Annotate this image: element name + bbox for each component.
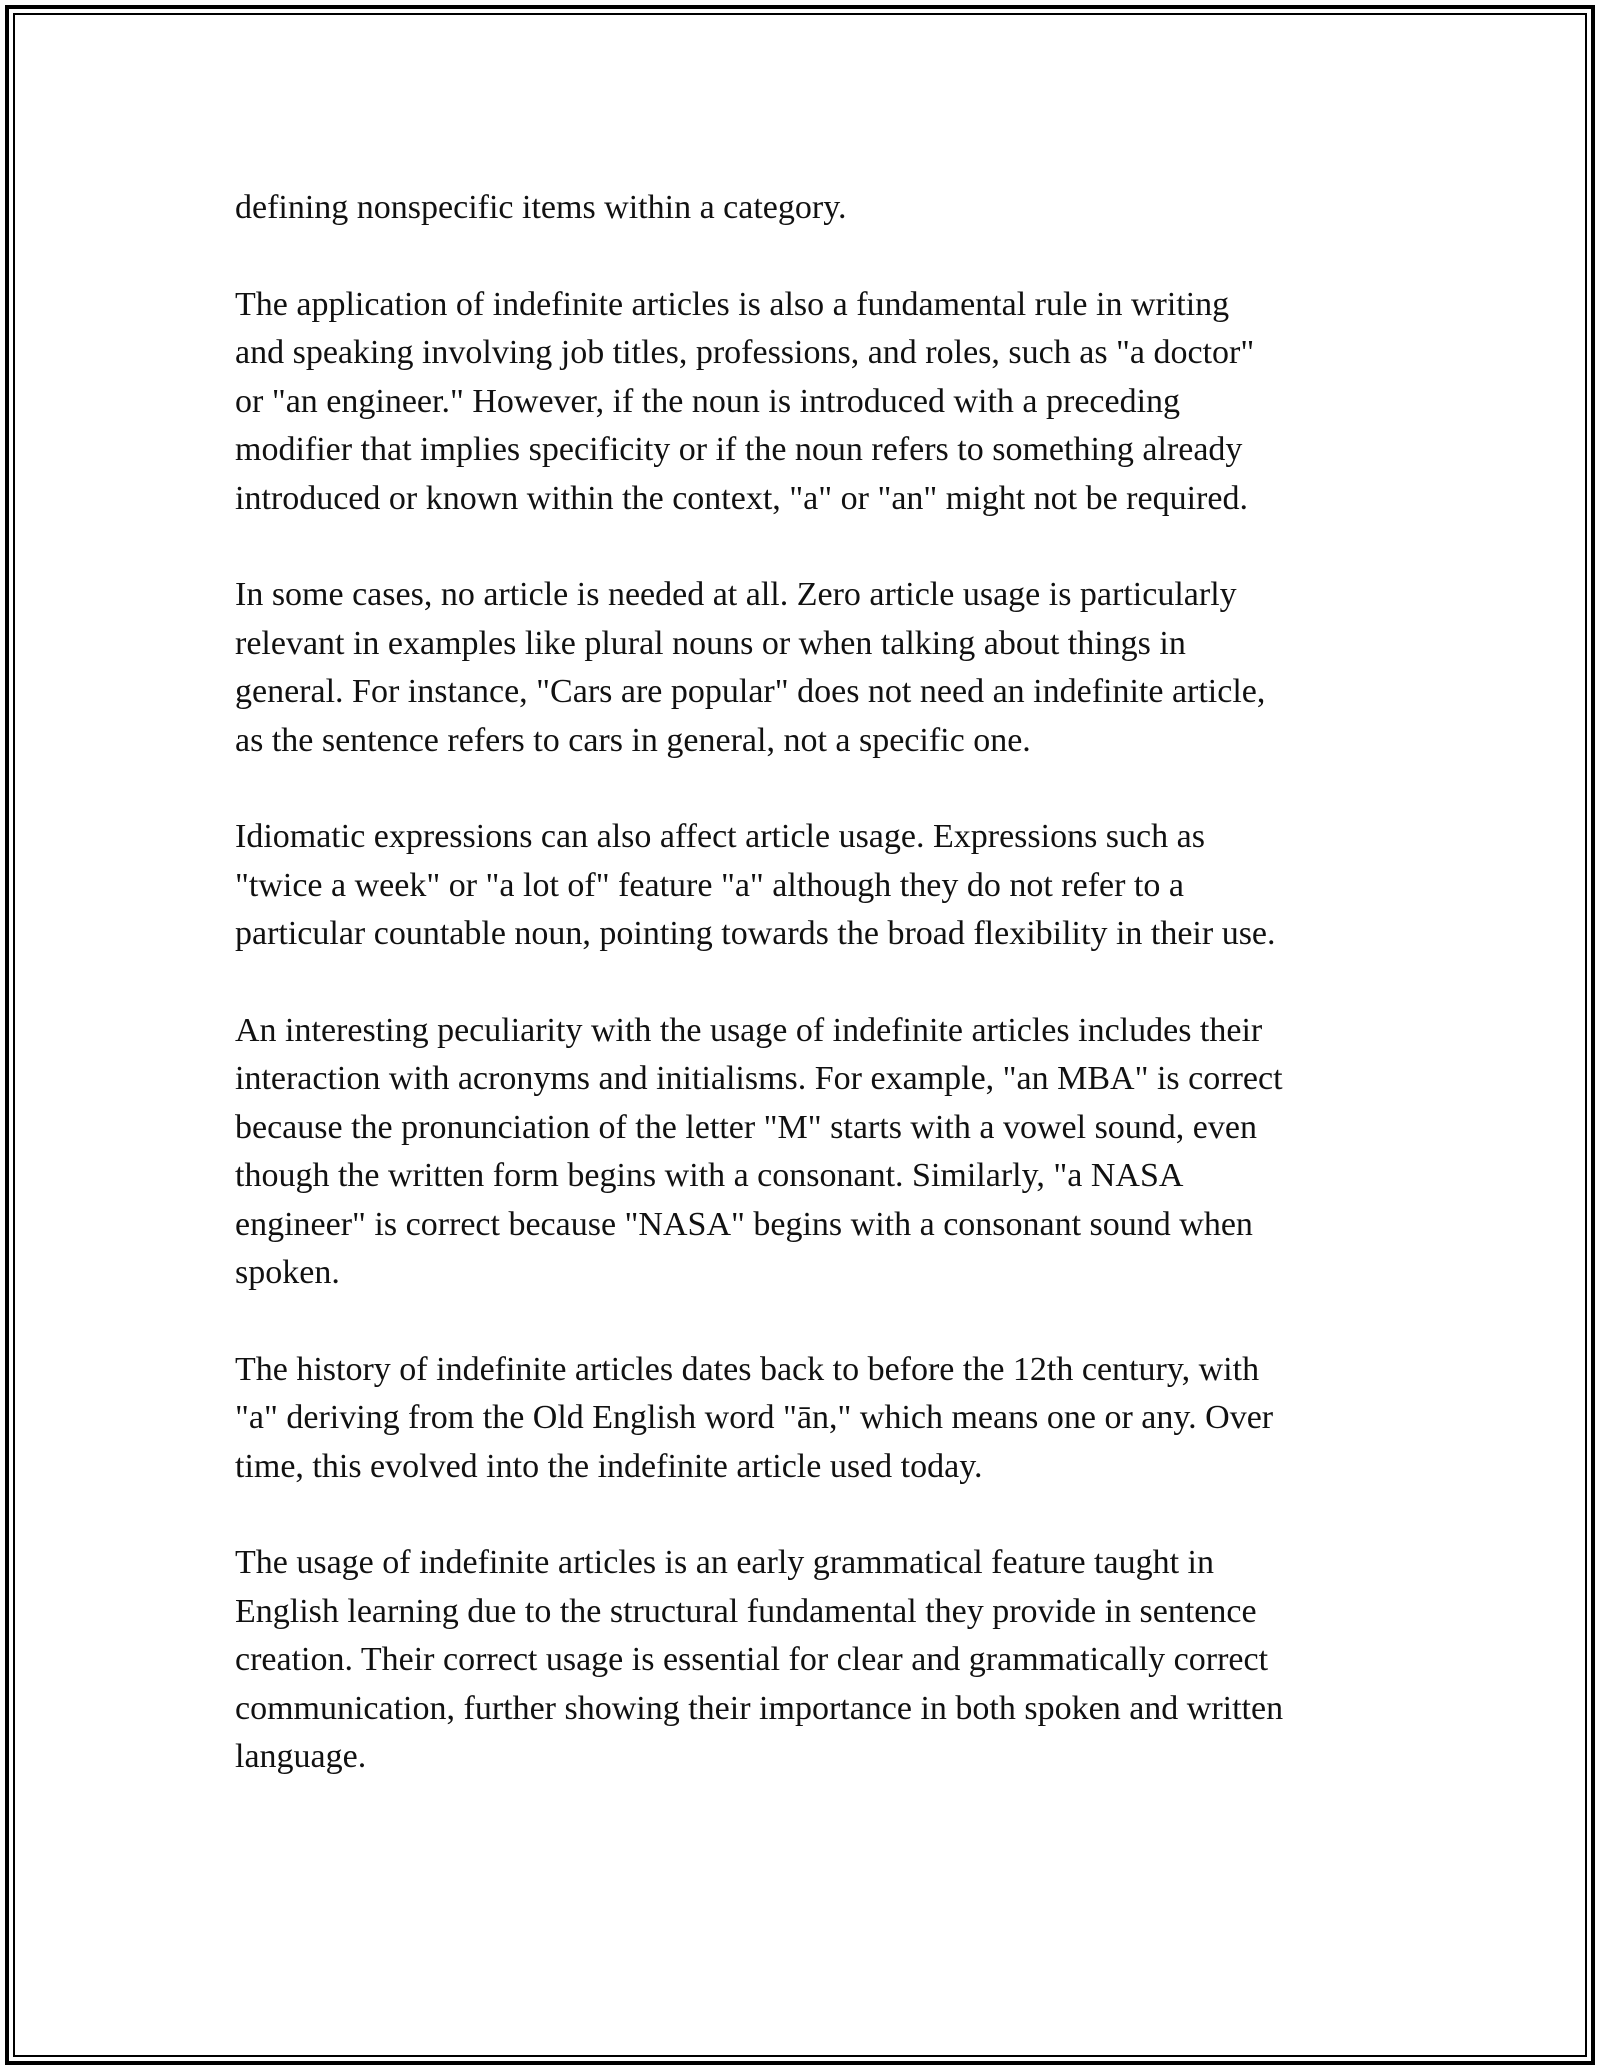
paragraph-5: An interesting peculiarity with the usage of indefinite articles includes their interaction with acronyms and initialisms. For example, "an MBA" is correct because the pronunciation of the letter "M" starts with a vowel sound, even though the written form begins with a consonant. Similarly, "a NASA engineer" is correct because "NASA" begins with a consonant sound when spoken. — [235, 1011, 1283, 1291]
paragraph-3: In some cases, no article is needed at all. Zero article usage is particularly relevant in examples like plural nouns or when talking about things in general. For instance, "Cars are popular" does not need an indefinite article, as the sentence refers to cars in general, not a specific one. — [235, 576, 1266, 759]
document-body — [235, 184, 1375, 1830]
paragraph-4: Idiomatic expressions can also affect article usage. Expressions such as "twice a week" or "a lot of" feature "a" although they do not refer to a particular countable noun, pointing towards the broad flexibility in their use. — [235, 818, 1276, 952]
paragraph-1: defining nonspecific items within a category. — [235, 189, 847, 226]
paragraph-6: The history of indefinite articles dates back to before the 12th century, with "a" deriving from the Old English word "ān," which means one or any. Over time, this evolved into the indefinite article used today. — [235, 1350, 1274, 1485]
paragraph-7: The usage of indefinite articles is an early grammatical feature taught in English learning due to the structural fundamental they provide in sentence creation. Their correct usage is essential for clear and grammatically correct communication, further showing their importance in both spoken and written language. — [235, 1544, 1284, 1775]
paragraph-2: The application of indefinite articles is also a fundamental rule in writing and speaking involving job titles, professions, and roles, such as "a doctor" or "an engineer." However, if the noun is introduced with a preceding modifier that implies specificity or if the noun refers to something already introduced or known within the context, "a" or "an" might not be required. — [235, 285, 1255, 517]
